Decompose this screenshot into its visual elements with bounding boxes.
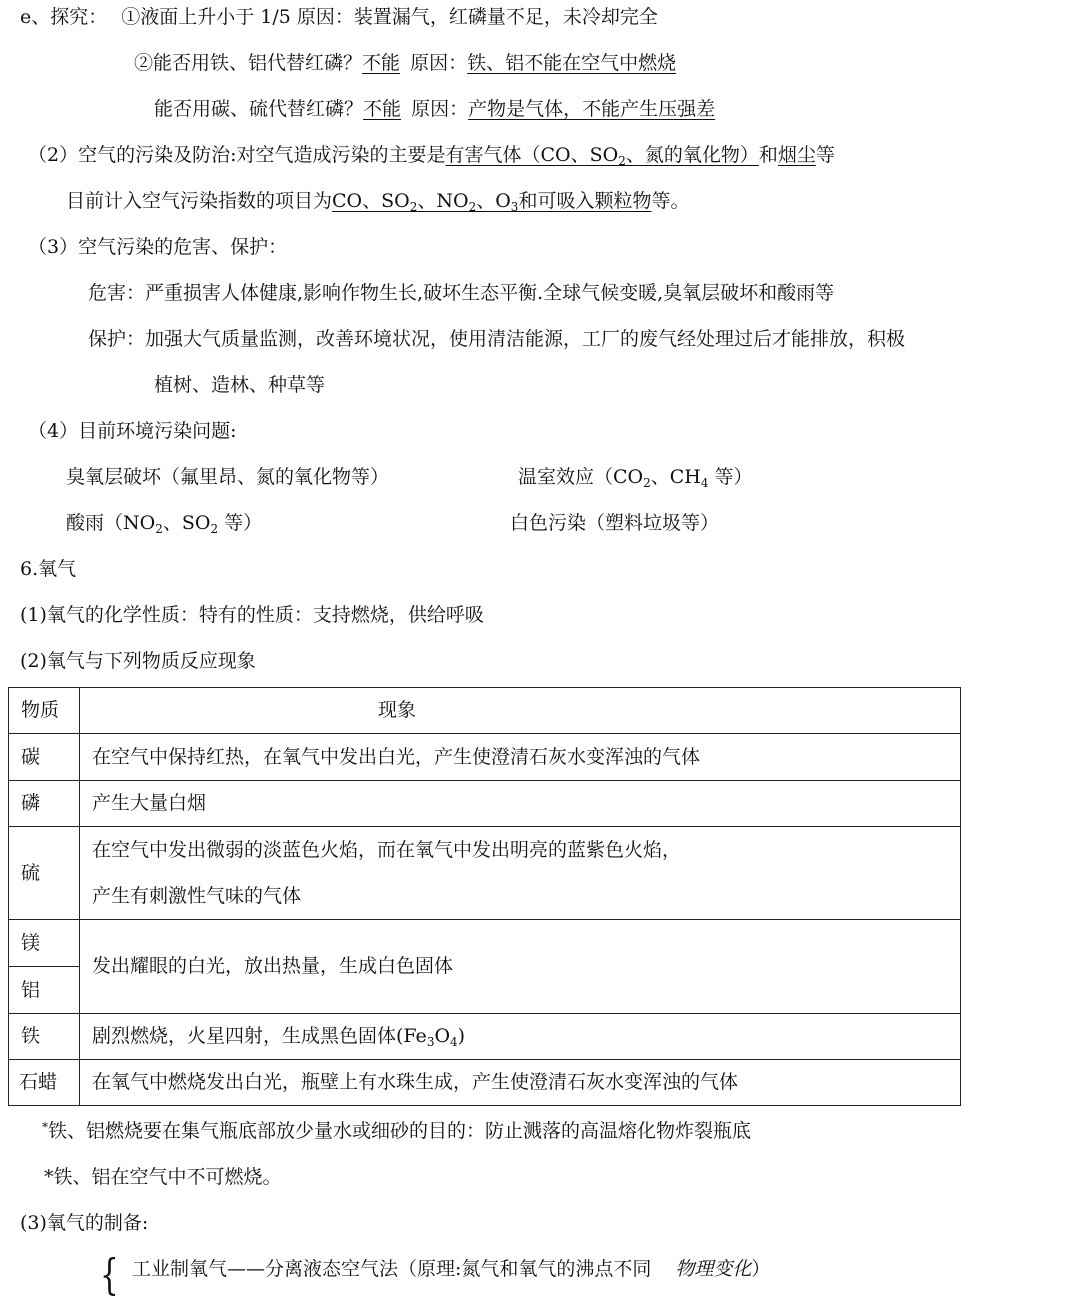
- index-o3: 、O: [476, 190, 511, 212]
- probe-item-3-reason: 产物是气体，不能产生压强差: [468, 98, 716, 120]
- substance-aluminum: 铝: [9, 967, 80, 1014]
- phenomenon-sulfur: [80, 827, 961, 920]
- substance-paraffin: 石蜡: [9, 1060, 80, 1106]
- iron-pre: 剧烈燃烧，火星四射，生成黑色固体(Fe: [92, 1025, 427, 1047]
- table-row: [9, 1014, 961, 1060]
- issue-greenhouse: [518, 466, 753, 490]
- probe-line-2: [134, 54, 676, 73]
- substance-magnesium: 镁: [9, 920, 80, 967]
- table-row: [9, 781, 961, 827]
- probe-prefix: e、探究：: [20, 6, 108, 28]
- reaction-table: [8, 687, 961, 1106]
- probe-item-1: ①液面上升小于 1/5 原因：装置漏气，红磷量不足，未冷却完全: [121, 6, 658, 28]
- probe-item-2-reason: 铁、铝不能在空气中燃烧: [467, 52, 677, 74]
- phenomenon-paraffin: 在氧气中燃烧发出白光，瓶壁上有水珠生成，产生使澄清石灰水变浑浊的气体: [80, 1060, 961, 1106]
- oxygen-title: 6.氧气: [20, 558, 77, 580]
- note-star: *: [42, 1120, 48, 1134]
- industrial-text: 工业制氧气——分离液态空气法（原理:氮气和氧气的沸点不同: [132, 1258, 652, 1280]
- probe-item-3-reason-label: 原因：: [411, 98, 469, 120]
- greenhouse-mid: 、CH: [650, 466, 701, 488]
- gas-pre: 有害气体（CO、SO: [445, 144, 619, 166]
- prep-industrial: [132, 1260, 770, 1279]
- acid-pre: 酸雨（NO: [66, 512, 156, 534]
- etc-text: 等: [815, 144, 835, 166]
- protect-line-2: 植树、造林、种草等: [154, 374, 326, 396]
- index-sub-2: 2: [468, 200, 477, 214]
- table-row: [9, 920, 961, 967]
- prep-heading: (3)氧气的制备:: [20, 1212, 149, 1234]
- index-post: 等。: [651, 190, 690, 212]
- sulfur-line-2: 产生有刺激性气味的气体: [92, 885, 302, 907]
- iron-sub-1: 3: [426, 1035, 435, 1049]
- table-row: [9, 1060, 961, 1106]
- probe-item-2-question: ②能否用铁、铝代替红磷？: [134, 52, 363, 74]
- note-1-text: 铁、铝燃烧要在集气瓶底部放少量水或细砂的目的：防止溅落的高温熔化物炸裂瓶底: [48, 1120, 752, 1142]
- iron-sub-2: 4: [450, 1035, 458, 1049]
- note-2: *铁、铝在空气中不可燃烧。: [44, 1166, 282, 1188]
- probe-item-2-reason-label: 原因：: [410, 52, 468, 74]
- pollution-heading: [28, 144, 835, 168]
- probe-item-2-answer: 不能: [362, 52, 401, 74]
- acid-sub-2: 2: [210, 522, 219, 536]
- greenhouse-sub-2: 4: [700, 476, 709, 490]
- gas-sub: 2: [618, 154, 626, 168]
- table-row: [9, 827, 961, 920]
- pollution-index-line: [66, 190, 690, 214]
- issue-white-pollution: 白色污染（塑料垃圾等）: [510, 512, 720, 534]
- curly-brace: {: [100, 1250, 119, 1299]
- gas-post: 、氮的氧化物）: [625, 144, 759, 166]
- probe-item-3-answer: 不能: [363, 98, 402, 120]
- issues-heading: （4）目前环境污染问题:: [28, 420, 237, 442]
- physical-change: 物理变化: [675, 1258, 752, 1280]
- pollution-heading-text: （2）空气的污染及防治:对空气造成污染的主要是: [28, 144, 446, 166]
- oxygen-chem-props: (1)氧气的化学性质：特有的性质：支持燃烧，供给呼吸: [20, 604, 484, 626]
- oxygen-reaction-heading: (2)氧气与下列物质反应现象: [20, 650, 256, 672]
- phenomenon-phosphorus: 产生大量白烟: [80, 781, 961, 827]
- acid-mid: 、SO: [162, 512, 211, 534]
- table-row: [9, 734, 961, 781]
- index-no: 、NO: [417, 190, 469, 212]
- phenomenon-iron: [80, 1014, 961, 1060]
- harmful-gas: [446, 144, 759, 166]
- index-pm: 和可吸入颗粒物: [518, 190, 652, 212]
- industrial-close: ）: [751, 1258, 771, 1280]
- protect-line-1: 保护：加强大气质量监测，改善环境状况，使用清洁能源，工厂的废气经处理过后才能排放，积极: [88, 328, 906, 350]
- and-text: 和: [758, 144, 778, 166]
- index-co: CO、SO: [332, 190, 410, 212]
- phenomenon-mg-al: 发出耀眼的白光，放出热量，生成白色固体: [80, 920, 961, 1014]
- issue-acid-rain: [66, 512, 263, 536]
- index-items: [332, 190, 651, 212]
- greenhouse-sub-1: 2: [643, 476, 651, 490]
- harm-text: 危害：严重损害人体健康,影响作物生长,破坏生态平衡.全球气候变暖,臭氧层破坏和酸雨等: [88, 282, 835, 304]
- iron-mid: O: [434, 1025, 451, 1047]
- substance-iron: 铁: [9, 1014, 80, 1060]
- index-sub-1: 2: [409, 200, 418, 214]
- issue-ozone: 臭氧层破坏（氟里昂、氮的氧化物等）: [66, 466, 390, 488]
- note-1: [42, 1122, 751, 1141]
- sulfur-line-1: 在空气中发出微弱的淡蓝色火焰，而在氧气中发出明亮的蓝紫色火焰，: [92, 839, 682, 861]
- iron-post: ): [457, 1025, 466, 1047]
- table-header-row: [9, 688, 961, 734]
- probe-line-3: [154, 100, 715, 119]
- probe-item-3-question: 能否用碳、硫代替红磷？: [154, 98, 364, 120]
- harm-heading: （3）空气污染的危害、保护：: [28, 236, 288, 258]
- substance-phosphorus: 磷: [9, 781, 80, 827]
- substance-sulfur: 硫: [9, 827, 80, 920]
- acid-sub-1: 2: [155, 522, 163, 536]
- substance-carbon: 碳: [9, 734, 80, 781]
- greenhouse-pre: 温室效应（CO: [518, 466, 644, 488]
- index-pre: 目前计入空气污染指数的项目为: [66, 190, 333, 212]
- header-phenomenon: 现象: [80, 688, 961, 734]
- probe-line-1: [20, 8, 658, 27]
- greenhouse-post: 等）: [708, 466, 753, 488]
- dust-text: 烟尘: [777, 144, 816, 166]
- index-sub-3: 3: [510, 200, 519, 214]
- acid-post: 等）: [218, 512, 263, 534]
- phenomenon-carbon: 在空气中保持红热，在氧气中发出白光，产生使澄清石灰水变浑浊的气体: [80, 734, 961, 781]
- header-substance: 物质: [9, 688, 80, 734]
